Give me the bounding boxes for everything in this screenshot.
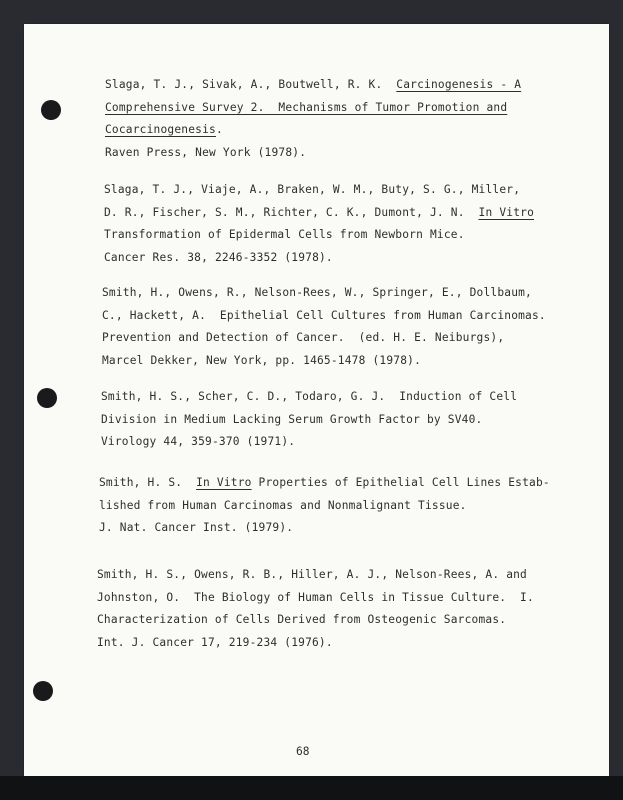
reference-line: Prevention and Detection of Cancer. (ed. H. E. Neiburgs), [102,331,505,344]
page-number: 68 [296,745,310,758]
reference-line: Slaga, T. J., Sivak, A., Boutwell, R. K. Carcinogenesis - A [105,78,522,91]
reference-entry [99,472,550,540]
binder-hole-top [41,100,61,120]
reference-line: Raven Press, New York (1978). [105,145,307,159]
reference-line: Cancer Res. 38, 2246-3352 (1978). [104,250,333,264]
reference-entry [101,386,517,454]
reference-line: Transformation of Epidermal Cells from Newborn Mice. [104,228,465,241]
reference-line: Smith, H. S., Scher, C. D., Todaro, G. J. Induction of Cell [101,390,518,403]
reference-entry [104,179,534,269]
reference-line: Marcel Dekker, New York, pp. 1465-1478 (1978). [102,353,422,367]
binder-hole-bottom [33,681,53,701]
reference-entry [102,282,546,372]
reference-entry [105,74,521,164]
reference-line: Smith, H., Owens, R., Nelson-Rees, W., Springer, E., Dollbaum, [102,286,532,299]
reference-line: Virology 44, 359-370 (1971). [101,435,296,448]
reference-line: lished from Human Carcinomas and Nonmalignant Tissue. [99,498,467,512]
binder-hole-middle [37,388,57,408]
reference-line: Division in Medium Lacking Serum Growth Factor by SV40. [101,412,483,426]
reference-line: Characterization of Cells Derived from Osteogenic Sarcomas. [97,613,507,626]
reference-line: Comprehensive Survey 2. Mechanisms of Tumor Promotion and [105,100,508,114]
reference-line: J. Nat. Cancer Inst. (1979). [99,521,294,534]
scan-bottom-edge [0,776,623,800]
reference-entry [97,564,534,654]
reference-line: Smith, H. S. In Vitro Properties of Epithelial Cell Lines Estab- [99,476,550,489]
reference-line: Johnston, O. The Biology of Human Cells in Tissue Culture. I. [97,590,534,604]
reference-line: Cocarcinogenesis. [105,123,223,136]
reference-line: D. R., Fischer, S. M., Richter, C. K., Dumont, J. N. In Vitro [104,205,534,219]
reference-line: Smith, H. S., Owens, R. B., Hiller, A. J., Nelson-Rees, A. and [97,568,527,581]
reference-line: Slaga, T. J., Viaje, A., Braken, W. M., Buty, S. G., Miller, [104,183,521,196]
reference-line: Int. J. Cancer 17, 219-234 (1976). [97,635,333,649]
reference-line: C., Hackett, A. Epithelial Cell Cultures from Human Carcinomas. [102,308,546,322]
